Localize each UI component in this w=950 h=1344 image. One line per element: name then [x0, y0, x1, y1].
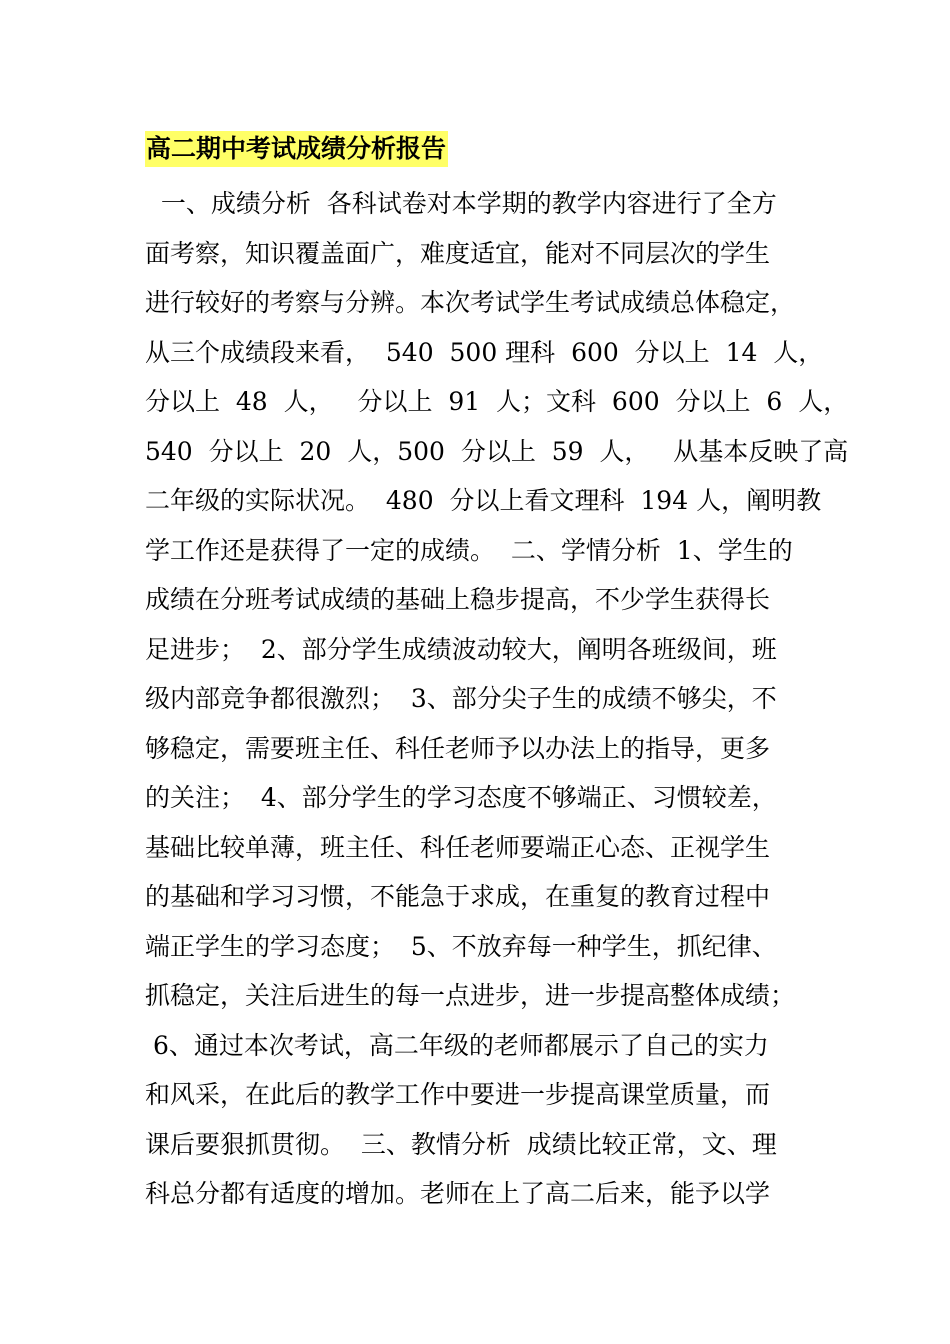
body-line: 一、成绩分析 各科试卷对本学期的教学内容进行了全方 — [145, 189, 777, 218]
body-line: 级内部竞争都很激烈； 3、部分尖子生的成绩不够尖，不 — [145, 684, 777, 713]
document-title: 高二期中考试成绩分析报告 — [145, 131, 448, 167]
body-line: 的关注； 4、部分学生的学习态度不够端正、习惯较差， — [145, 783, 777, 812]
body-line: 进行较好的考察与分辨。本次考试学生考试成绩总体稳定， — [145, 288, 796, 317]
body-line: 足进步； 2、部分学生成绩波动较大，阐明各班级间，班 — [145, 634, 777, 664]
body-line: 科总分都有适度的增加。老师在上了高二后来，能予以学 — [145, 1179, 771, 1208]
body-line: 540 分以上 20 人，500 分以上 59 人， 从基本反映了高 — [145, 436, 849, 466]
body-line: 抓稳定，关注后进生的每一点进步，进一步提高整体成绩； — [145, 981, 796, 1010]
document-body — [145, 179, 849, 1219]
body-line: 的基础和学习习惯，不能急于求成，在重复的教育过程中 — [145, 882, 771, 911]
body-line: 面考察，知识覆盖面广，难度适宜，能对不同层次的学生 — [145, 238, 771, 268]
body-line: 基础比较单薄，班主任、科任老师要端正心态、正视学生 — [145, 832, 771, 862]
body-line: 学工作还是获得了一定的成绩。 二、学情分析 1、学生的 — [145, 535, 793, 565]
body-line: 6、通过本次考试，高二年级的老师都展示了自己的实力 — [145, 1030, 769, 1060]
body-line: 和风采，在此后的教学工作中要进一步提高课堂质量，而 — [145, 1080, 771, 1109]
body-line: 二年级的实际状况。 480 分以上看文理科 194 人，阐明教 — [145, 486, 822, 515]
body-line: 够稳定，需要班主任、科任老师予以办法上的指导，更多 — [145, 733, 771, 763]
body-line: 分以上 48 人， 分以上 91 人；文科 600 分以上 6 人， — [145, 387, 849, 416]
body-line: 成绩在分班考试成绩的基础上稳步提高，不少学生获得长 — [145, 585, 771, 614]
body-line: 端正学生的学习态度； 5、不放弃每一种学生，抓纪律、 — [145, 931, 777, 961]
body-line: 从三个成绩段来看， 540 500 理科 600 分以上 14 人， — [145, 337, 824, 367]
body-line: 课后要狠抓贯彻。 三、教情分析 成绩比较正常，文、理 — [145, 1129, 777, 1159]
